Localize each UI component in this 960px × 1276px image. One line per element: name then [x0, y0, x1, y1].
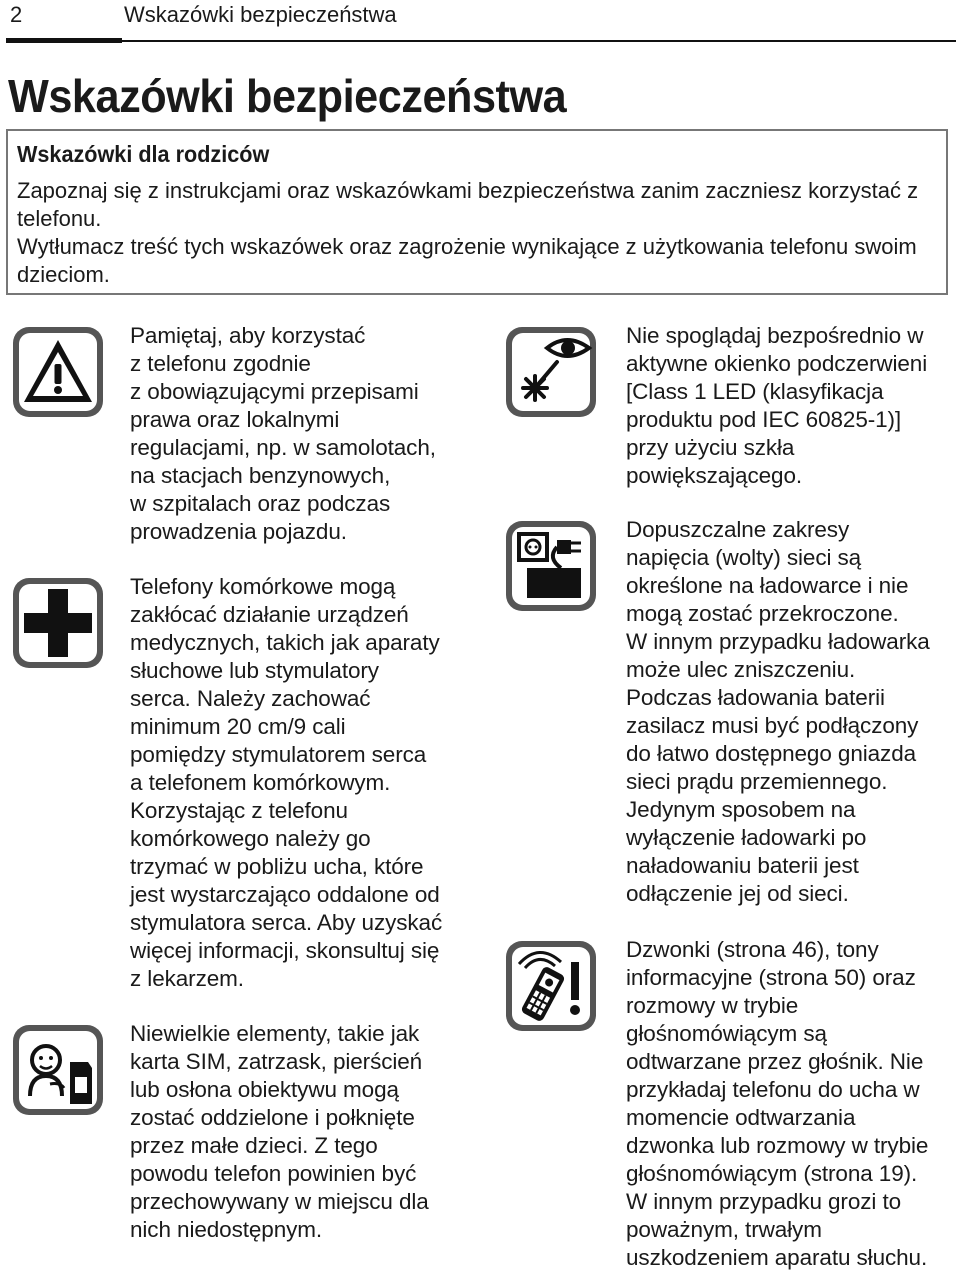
page-number: 2: [10, 2, 23, 27]
page-header: [0, 0, 960, 44]
phone-sound-warning-icon: [503, 938, 599, 1034]
header-rule-thick: [6, 38, 122, 43]
parents-box-title: Wskazówki dla rodziców: [17, 141, 270, 167]
baby-sim-icon: [10, 1022, 106, 1118]
parents-paragraph-2: Wytłumacz treść tych wskazówek oraz zagrożenie wynikające z użytkowania telefonu swoim dzieciom.: [17, 234, 917, 287]
header-rule-thin: [122, 40, 956, 42]
small-parts-notice-text: Niewielkie elementy, takie jak karta SIM, zatrzask, pierścień lub osłona obiektywu mogą zostać oddzielone i połknięte przez małe dzieci. Z tego powodu telefon powinien być przechowywany w miejscu dla nich niedostępnym.: [130, 1021, 429, 1242]
parents-notice-box: [6, 129, 948, 295]
power-socket-icon: [503, 518, 599, 614]
medical-cross-icon: [10, 575, 106, 671]
eye-laser-icon: [503, 324, 599, 420]
loudspeaker-notice-text: Dzwonki (strona 46), tony informacyjne (strona 50) oraz rozmowy w trybie głośnomówiącym są odtwarzane przez głośnik. Nie przykładaj telefonu do ucha w momencie odtwarzania dzwonka lub rozmowy w trybie głośnomówiącym (strona 19). W innym przypadku grozi to poważnym, trwałym uszkodzeniem aparatu słuchu.: [626, 937, 929, 1270]
running-title: Wskazówki bezpieczeństwa: [124, 2, 397, 27]
infrared-notice-text: Nie spoglądaj bezpośrednio w aktywne okienko podczerwieni [Class 1 LED (klasyfikacja produktu pod IEC 60825-1)] przy użyciu szkła powiększającego.: [626, 323, 928, 488]
warning-triangle-icon: [10, 324, 106, 420]
parents-box-text: [17, 177, 937, 289]
voltage-notice-text: Dopuszczalne zakresy napięcia (wolty) sieci są określone na ładowarce i nie mogą zostać przekroczone. W innym przypadku ładowarka może ulec zniszczeniu. Podczas ładowania baterii zasilacz musi być podłączony do łatwo dostępnego gniazda sieci prądu przemiennego. Jedynym sposobem na wyłączenie ładowarki po naładowaniu baterii jest odłączenie jej od sieci.: [626, 517, 930, 906]
parents-paragraph-1: Zapoznaj się z instrukcjami oraz wskazówkami bezpieczeństwa zanim zaczniesz korzystać z telefonu.: [17, 178, 919, 231]
laws-notice-text: Pamiętaj, aby korzystać z telefonu zgodnie z obowiązującymi przepisami prawa oraz lokalnymi regulacjami, np. w samolotach, na stacjach benzynowych, w szpitalach oraz podczas prowadzenia pojazdu.: [130, 323, 436, 544]
page-title: Wskazówki bezpieczeństwa: [8, 70, 567, 122]
medical-notice-text: Telefony komórkowe mogą zakłócać działanie urządzeń medycznych, takich jak aparaty słuchowe lub stymulatory serca. Należy zachować minimum 20 cm/9 cali pomiędzy stymulatorem serca a telefonem komórkowym. Korzystając z telefonu komórkowego należy go trzymać w pobliżu ucha, które jest wystarczająco oddalone od stymulatora serca. Aby uzyskać więcej informacji, skonsultuj się z lekarzem.: [130, 574, 443, 991]
